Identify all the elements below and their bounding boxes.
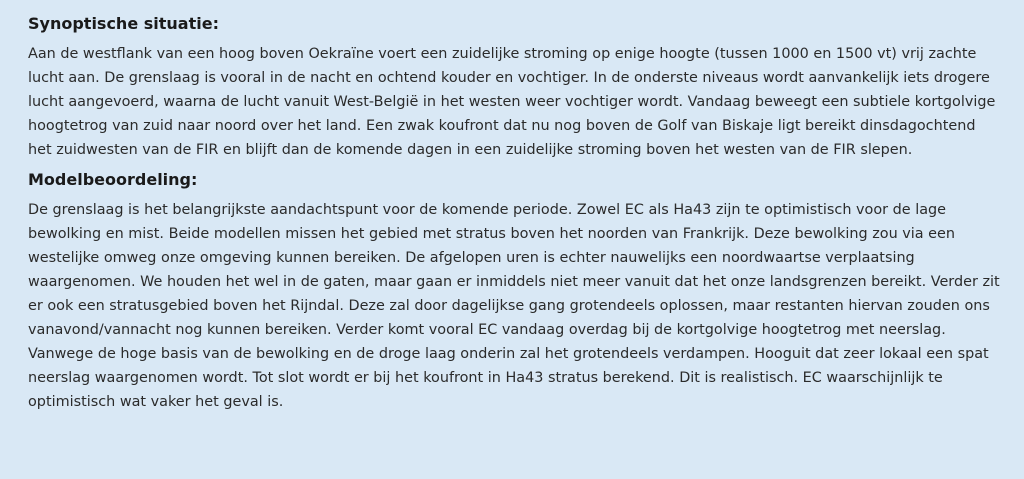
model-paragraph — [28, 198, 1004, 414]
synoptic-paragraph — [28, 42, 1004, 162]
paragraph-line: hoogtetrog van zuid naar noord over het land. Een zwak koufront dat nu nog boven de Golf van Biskaje ligt bereikt dinsdagochtend — [28, 118, 976, 134]
section-title-model: Modelbeoordeling: — [28, 170, 198, 189]
paragraph-line: lucht aan. De grenslaag is vooral in de nacht en ochtend kouder en vochtiger. In de onderste niveaus wordt aanvankelijk iets drogere — [28, 70, 990, 86]
paragraph-line: bewolking en mist. Beide modellen missen het gebied met stratus boven het noorden van Frankrijk. Deze bewolking zou via een — [28, 226, 955, 242]
paragraph-line: neerslag waargenomen wordt. Tot slot wordt er bij het koufront in Ha43 stratus berekend. Dit is realistisch. EC waarschijnlijk te — [28, 370, 943, 386]
paragraph-line: optimistisch wat vaker het geval is. — [28, 394, 284, 410]
paragraph-line: vanavond/vannacht nog kunnen bereiken. Verder komt vooral EC vandaag overdag bij de kortgolvige hoogtetrog met neerslag. — [28, 322, 946, 338]
paragraph-line: er ook een stratusgebied boven het Rijndal. Deze zal door dagelijkse gang grotendeels oplossen, maar restanten hiervan zouden ons — [28, 298, 990, 314]
paragraph-line: Aan de westflank van een hoog boven Oekraïne voert een zuidelijke stroming op enige hoogte (tussen 1000 en 1500 vt) vrij zachte — [28, 46, 977, 62]
paragraph-line: lucht aangevoerd, waarna de lucht vanuit West-België in het westen weer vochtiger wordt. Vandaag beweegt een subtiele kortgolvige — [28, 94, 996, 110]
paragraph-line: De grenslaag is het belangrijkste aandachtspunt voor de komende periode. Zowel EC als Ha43 zijn te optimistisch voor de lage — [28, 202, 946, 218]
paragraph-line: het zuidwesten van de FIR en blijft dan de komende dagen in een zuidelijke stroming boven het westen van de FIR slepen. — [28, 142, 913, 158]
section-title-synoptic: Synoptische situatie: — [28, 14, 219, 33]
paragraph-line: Vanwege de hoge basis van de bewolking en de droge laag onderin zal het grotendeels verdampen. Hooguit dat zeer lokaal een spat — [28, 346, 989, 362]
paragraph-line: waargenomen. We houden het wel in de gaten, maar gaan er inmiddels niet meer vanuit dat het onze landsgrenzen bereikt. Verder zit — [28, 274, 1000, 290]
paragraph-line: westelijke omweg onze omgeving kunnen bereiken. De afgelopen uren is echter nauwelijks een noordwaartse verplaatsing — [28, 250, 915, 266]
